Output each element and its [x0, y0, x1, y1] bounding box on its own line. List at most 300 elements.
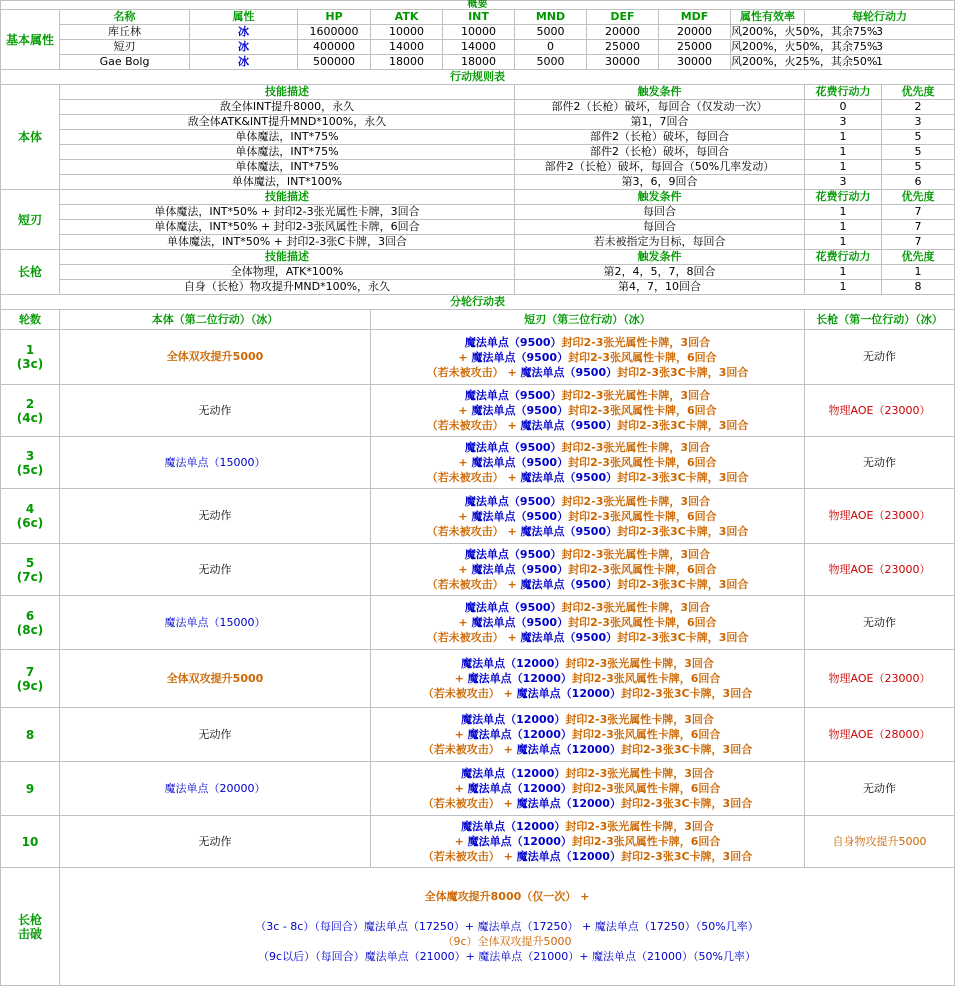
round-cost-text: (9c) [16, 678, 44, 693]
rule-cost: 1 [805, 130, 882, 145]
round-number-text: 8 [25, 727, 35, 742]
dagger-seal-c: 封印2-3张3C卡牌，3回合 [620, 797, 753, 810]
rule-group-label: 长枪 [1, 250, 60, 295]
rule-trigger: 每回合 [515, 220, 805, 235]
basic-cell: 冰 [190, 40, 298, 55]
rule-cost: 1 [805, 280, 882, 295]
dagger-close: ） [554, 713, 566, 726]
dagger-if-not: （若未被攻击） [422, 797, 500, 810]
rules-header: 优先度 [882, 85, 955, 100]
basic-cell: 30000 [587, 55, 659, 70]
dagger-action [371, 650, 805, 708]
table-row [1, 868, 955, 986]
table-row [1, 708, 955, 762]
dagger-dmg: 9500 [519, 601, 551, 614]
dagger-magic: 魔法单点（ [516, 797, 572, 810]
dagger-seal-wind: 封印2-3张风属性卡牌，6回合 [571, 782, 721, 795]
rules-header: 技能描述 [60, 190, 515, 205]
rule-trigger: 部件2（长枪）破坏，每回合 [515, 130, 805, 145]
dagger-seal-c: 封印2-3张3C卡牌，3回合 [617, 524, 749, 538]
basic-cell: 10000 [371, 25, 443, 40]
table-row [1, 235, 955, 250]
dagger-plus: + [507, 471, 517, 484]
table-row [1, 330, 955, 385]
dagger-plus: + [458, 616, 468, 629]
dagger-close: ） [606, 419, 618, 432]
dagger-seal-light: 封印2-3张光属性卡牌，3回合 [561, 335, 711, 349]
table-row [1, 650, 955, 708]
dagger-seal-wind: 封印2-3张风属性卡牌，6回合 [568, 456, 717, 469]
dagger-dmg: 9500 [526, 456, 558, 469]
dagger-plus: + [507, 365, 517, 379]
basic-cell: Gae Bolg [60, 55, 190, 70]
dagger-action [371, 544, 805, 596]
rule-trigger: 每回合 [515, 205, 805, 220]
round-number [1, 330, 60, 385]
table-row [1, 25, 955, 40]
rules-header: 花费行动力 [805, 190, 882, 205]
table-row [1, 437, 955, 489]
dagger-action [371, 489, 805, 544]
round-number [1, 489, 60, 544]
round-number-text: 4 [25, 502, 35, 516]
dagger-close: ） [550, 335, 562, 349]
dagger-magic: 魔法单点（ [520, 578, 576, 591]
dagger-plus: + [458, 350, 468, 364]
dagger-close: ） [560, 835, 572, 848]
spear-break-label-2: 击破 [17, 926, 42, 941]
dagger-dmg: 9500 [575, 419, 607, 432]
dagger-plus: + [454, 728, 464, 741]
round-cost-text: (6c) [16, 516, 44, 530]
basic-cell: 1 [805, 55, 955, 70]
dagger-magic: 魔法单点（ [471, 350, 527, 364]
dagger-seal-light: 封印2-3张光属性卡牌，3回合 [561, 548, 711, 561]
table-row [1, 10, 955, 25]
rule-skill: 敌全体ATK&INT提升MND*100%，永久 [60, 115, 515, 130]
round-header: 轮数 [1, 310, 60, 330]
dagger-magic: 魔法单点（ [471, 563, 527, 576]
dagger-dmg: 12000 [516, 713, 555, 726]
dagger-plus: + [458, 563, 468, 576]
table-row [1, 280, 955, 295]
dagger-close: ） [550, 548, 562, 561]
basic-header: ATK [371, 10, 443, 25]
dagger-close: ） [560, 782, 572, 795]
rule-cost: 1 [805, 145, 882, 160]
dagger-dmg: 12000 [571, 797, 610, 810]
table-row [1, 55, 955, 70]
table-row [1, 220, 955, 235]
round-number [1, 437, 60, 489]
dagger-if-not: （若未被攻击） [426, 578, 504, 591]
round-number [1, 762, 60, 816]
section-rounds-title: 分轮行动表 [1, 295, 955, 310]
dagger-action [371, 816, 805, 868]
rule-trigger: 部件2（长枪）破坏，每回合（仅发动一次） [515, 100, 805, 115]
rules-header: 技能描述 [60, 250, 515, 265]
dagger-magic: 魔法单点（ [520, 419, 576, 432]
dagger-seal-light: 封印2-3张光属性卡牌，3回合 [565, 657, 714, 670]
rule-priority: 2 [882, 100, 955, 115]
spear-break-label [1, 868, 60, 986]
dagger-magic: 魔法单点（ [461, 713, 517, 726]
table-row [1, 295, 955, 310]
basic-cell: 库丘林 [60, 25, 190, 40]
basic-cell: 5000 [515, 25, 587, 40]
main-action: 全体双攻提升5000 [60, 330, 371, 385]
round-cost-text: (5c) [16, 462, 44, 477]
rule-trigger: 第4，7，10回合 [515, 280, 805, 295]
rule-priority: 3 [882, 115, 955, 130]
rules-header: 花费行动力 [805, 85, 882, 100]
basic-cell: 短刃 [60, 40, 190, 55]
dagger-seal-light: 封印2-3张光属性卡牌，3回合 [565, 820, 714, 833]
dagger-close: ） [606, 631, 618, 644]
rule-priority: 7 [882, 235, 955, 250]
dagger-dmg: 12000 [516, 657, 555, 670]
rule-cost: 1 [805, 265, 882, 280]
dagger-close: ） [606, 471, 618, 484]
dagger-close: ） [557, 404, 569, 417]
main-action: 无动作 [60, 816, 371, 868]
dagger-close: ） [557, 616, 569, 629]
rules-header: 触发条件 [515, 250, 805, 265]
dagger-plus: + [503, 850, 513, 863]
main-action: 魔法单点（15000） [60, 437, 371, 489]
dagger-seal-light: 封印2-3张光属性卡牌，3回合 [565, 713, 714, 726]
dagger-close: ） [560, 672, 572, 685]
dagger-magic: 魔法单点（ [464, 548, 520, 561]
round-number-text: 3 [25, 448, 35, 463]
basic-cell: 14000 [443, 40, 515, 55]
basic-header: HP [298, 10, 371, 25]
basic-header: MDF [659, 10, 731, 25]
rules-header: 花费行动力 [805, 250, 882, 265]
section-rules-title: 行动规则表 [1, 70, 955, 85]
basic-cell: 风200%，火25%，其余50% [731, 55, 878, 68]
dagger-seal-wind: 封印2-3张风属性卡牌，6回合 [571, 728, 721, 741]
round-number [1, 650, 60, 708]
rule-skill: 单体魔法，INT*50% + 封印2-3张光属性卡牌，3回合 [60, 205, 515, 220]
rule-trigger: 第2，4，5，7，8回合 [515, 265, 805, 280]
dagger-close: ） [557, 563, 569, 576]
dagger-magic: 魔法单点（ [467, 672, 523, 685]
round-number [1, 816, 60, 868]
spear-action: 无动作 [805, 330, 955, 385]
rule-cost: 0 [805, 100, 882, 115]
spear-action: 无动作 [805, 762, 955, 816]
dagger-seal-light: 封印2-3张光属性卡牌，3回合 [561, 441, 711, 454]
round-cost-text: (8c) [16, 622, 44, 637]
dagger-close: ） [609, 850, 621, 863]
dagger-magic: 魔法单点（ [471, 616, 527, 629]
rule-cost: 1 [805, 220, 882, 235]
dagger-close: ） [554, 820, 566, 833]
round-number [1, 708, 60, 762]
dagger-dmg: 12000 [522, 782, 561, 795]
dagger-close: ） [557, 350, 569, 364]
dagger-dmg: 9500 [526, 563, 558, 576]
dagger-action [371, 762, 805, 816]
round-header: 长枪（第一位行动）（冰） [805, 310, 955, 330]
rules-header: 触发条件 [515, 190, 805, 205]
dagger-dmg: 9500 [575, 365, 607, 379]
rule-trigger: 若未被指定为目标，每回合 [515, 235, 805, 250]
spear-action: 物理AOE（23000） [805, 385, 955, 437]
rule-skill: 单体魔法，INT*75% [60, 160, 515, 175]
rule-skill: 单体魔法，INT*100% [60, 175, 515, 190]
main-action: 无动作 [60, 489, 371, 544]
dagger-dmg: 12000 [571, 850, 610, 863]
dagger-dmg: 9500 [519, 389, 551, 402]
dagger-close: ） [550, 389, 562, 402]
rules-header: 触发条件 [515, 85, 805, 100]
dagger-dmg: 12000 [571, 687, 610, 700]
dagger-seal-c: 封印2-3张3C卡牌，3回合 [620, 687, 753, 700]
break-line-1: 全体魔攻提升8000（仅一次） + [424, 890, 590, 903]
dagger-if-not: （若未被攻击） [426, 631, 504, 644]
dagger-seal-light: 封印2-3张光属性卡牌，3回合 [561, 389, 711, 402]
basic-cell: 25000 [659, 40, 731, 55]
dagger-close: ） [606, 578, 618, 591]
rule-trigger: 部件2（长枪）破坏，每回合 [515, 145, 805, 160]
dagger-magic: 魔法单点（ [461, 767, 517, 780]
dagger-close: ） [550, 601, 562, 614]
dagger-plus: + [507, 578, 517, 591]
basic-cell: 0 [515, 40, 587, 55]
rule-trigger: 第3，6，9回合 [515, 175, 805, 190]
dagger-plus: + [507, 419, 517, 432]
basic-header: INT [443, 10, 515, 25]
dagger-magic: 魔法单点（ [464, 389, 520, 402]
dagger-plus: + [503, 687, 513, 700]
round-number-text: 5 [25, 555, 35, 570]
dagger-magic: 魔法单点（ [464, 441, 520, 454]
section-overview-title: 概要 [1, 1, 955, 10]
dagger-seal-wind: 封印2-3张风属性卡牌，6回合 [568, 509, 717, 523]
rule-priority: 5 [882, 160, 955, 175]
basic-cell: 风200%，火50%，其余75% [731, 40, 878, 53]
basic-cell: 3 [805, 25, 955, 40]
dagger-close: ） [609, 797, 621, 810]
dagger-dmg: 9500 [575, 631, 607, 644]
dagger-plus: + [507, 524, 517, 538]
dagger-seal-c: 封印2-3张3C卡牌，3回合 [617, 419, 749, 432]
dagger-magic: 魔法单点（ [464, 494, 520, 508]
dagger-plus: + [458, 456, 468, 469]
main-action: 全体双攻提升5000 [60, 650, 371, 708]
spear-action: 自身物攻提升5000 [805, 816, 955, 868]
dagger-action [371, 708, 805, 762]
dagger-plus: + [454, 672, 464, 685]
rule-skill: 单体魔法，INT*50% + 封印2-3张风属性卡牌，6回合 [60, 220, 515, 235]
round-number [1, 596, 60, 650]
dagger-dmg: 9500 [526, 350, 558, 364]
spear-action: 物理AOE（23000） [805, 650, 955, 708]
dagger-magic: 魔法单点（ [471, 404, 527, 417]
dagger-dmg: 12000 [522, 835, 561, 848]
dagger-magic: 魔法单点（ [516, 743, 572, 756]
dagger-magic: 魔法单点（ [520, 524, 576, 538]
rule-cost: 1 [805, 205, 882, 220]
dagger-close: ） [560, 728, 572, 741]
dagger-magic: 魔法单点（ [464, 335, 520, 349]
dagger-action [371, 437, 805, 489]
round-header: 本体（第二位行动）（冰） [60, 310, 371, 330]
rule-skill: 自身（长枪）物攻提升MND*100%，永久 [60, 280, 515, 295]
rule-skill: 单体魔法，INT*75% [60, 130, 515, 145]
round-cost-text: (4c) [16, 410, 44, 425]
round-number-text: 7 [25, 664, 35, 679]
table-row [1, 385, 955, 437]
dagger-close: ） [609, 743, 621, 756]
dagger-dmg: 9500 [575, 578, 607, 591]
dagger-close: ） [606, 365, 618, 379]
rule-priority: 5 [882, 145, 955, 160]
dagger-action [371, 385, 805, 437]
table-row [1, 130, 955, 145]
dagger-dmg: 12000 [522, 672, 561, 685]
dagger-close: ） [550, 441, 562, 454]
basic-header: DEF [587, 10, 659, 25]
rules-header: 优先度 [882, 250, 955, 265]
round-header: 短刃（第三位行动）（冰） [371, 310, 805, 330]
basic-cell: 18000 [371, 55, 443, 70]
dagger-seal-c: 封印2-3张3C卡牌，3回合 [620, 743, 753, 756]
round-number-text: 1 [25, 343, 35, 357]
dagger-magic: 魔法单点（ [461, 820, 517, 833]
dagger-close: ） [550, 494, 562, 508]
basic-cell: 10000 [443, 25, 515, 40]
basic-cell: 5000 [515, 55, 587, 70]
dagger-seal-c: 封印2-3张3C卡牌，3回合 [620, 850, 753, 863]
rule-skill: 全体物理，ATK*100% [60, 265, 515, 280]
dagger-dmg: 9500 [519, 335, 551, 349]
basic-cell: 18000 [443, 55, 515, 70]
dagger-dmg: 12000 [516, 820, 555, 833]
dagger-plus: + [503, 743, 513, 756]
basic-label: 基本属性 [1, 10, 60, 70]
basic-cell: 400000 [298, 40, 371, 55]
dagger-seal-wind: 封印2-3张风属性卡牌，6回合 [568, 350, 717, 364]
dagger-dmg: 12000 [516, 767, 555, 780]
rule-cost: 1 [805, 160, 882, 175]
dagger-seal-light: 封印2-3张光属性卡牌，3回合 [561, 601, 711, 614]
basic-cell: 25000 [587, 40, 659, 55]
basic-cell: 14000 [371, 40, 443, 55]
dagger-dmg: 9500 [519, 548, 551, 561]
dagger-close: ） [554, 767, 566, 780]
dagger-dmg: 9500 [575, 524, 607, 538]
dagger-magic: 魔法单点（ [461, 657, 517, 670]
table-row [1, 762, 955, 816]
break-line-4: （9c以后）（每回合）魔法单点（21000）+ 魔法单点（21000）+ 魔法单点（21000）（50%几率） [258, 950, 756, 963]
table-row [1, 160, 955, 175]
rule-cost: 3 [805, 115, 882, 130]
spear-break-label-1: 长枪 [17, 912, 42, 927]
dagger-dmg: 12000 [571, 743, 610, 756]
dagger-seal-c: 封印2-3张3C卡牌，3回合 [617, 365, 749, 379]
table-row [1, 816, 955, 868]
basic-cell: 500000 [298, 55, 371, 70]
dagger-seal-wind: 封印2-3张风属性卡牌，6回合 [568, 404, 717, 417]
dagger-close: ） [557, 509, 569, 523]
dagger-dmg: 9500 [526, 509, 558, 523]
dagger-if-not: （若未被攻击） [426, 471, 504, 484]
dagger-seal-c: 封印2-3张3C卡牌，3回合 [617, 578, 749, 591]
table-row [1, 100, 955, 115]
rule-priority: 6 [882, 175, 955, 190]
dagger-seal-wind: 封印2-3张风属性卡牌，6回合 [571, 672, 721, 685]
dagger-if-not: （若未被攻击） [422, 687, 500, 700]
dagger-action [371, 596, 805, 650]
dagger-plus: + [507, 631, 517, 644]
basic-cell: 风200%，火50%，其余75% [731, 25, 878, 38]
dagger-magic: 魔法单点（ [516, 850, 572, 863]
round-number [1, 385, 60, 437]
table-row [1, 190, 955, 205]
main-action: 魔法单点（15000） [60, 596, 371, 650]
basic-header: 属性 [190, 10, 298, 25]
rule-skill: 敌全体INT提升8000，永久 [60, 100, 515, 115]
basic-cell: 20000 [587, 25, 659, 40]
dagger-seal-wind: 封印2-3张风属性卡牌，6回合 [571, 835, 721, 848]
rule-trigger: 第1，7回合 [515, 115, 805, 130]
round-cost-text: (3c) [16, 357, 44, 371]
table-row [1, 85, 955, 100]
rule-priority: 7 [882, 220, 955, 235]
dagger-plus: + [458, 404, 468, 417]
spear-action: 物理AOE（28000） [805, 708, 955, 762]
dagger-magic: 魔法单点（ [516, 687, 572, 700]
rule-priority: 8 [882, 280, 955, 295]
dagger-plus: + [503, 797, 513, 810]
dagger-dmg: 9500 [575, 471, 607, 484]
rules-header: 优先度 [882, 190, 955, 205]
round-number-text: 2 [25, 396, 35, 411]
table-row [1, 310, 955, 330]
basic-cell: 30000 [659, 55, 731, 70]
dagger-magic: 魔法单点（ [471, 509, 527, 523]
basic-cell: 20000 [659, 25, 731, 40]
table-row [1, 175, 955, 190]
round-number-text: 6 [25, 608, 35, 623]
dagger-dmg: 9500 [519, 494, 551, 508]
round-number [1, 544, 60, 596]
dagger-close: ） [606, 524, 618, 538]
rule-priority: 5 [882, 130, 955, 145]
rule-group-label: 本体 [1, 85, 60, 190]
dagger-magic: 魔法单点（ [520, 471, 576, 484]
round-cost-text: (7c) [16, 569, 44, 584]
table-row [1, 489, 955, 544]
dagger-plus: + [458, 509, 468, 523]
dagger-close: ） [609, 687, 621, 700]
dagger-magic: 魔法单点（ [467, 782, 523, 795]
dagger-if-not: （若未被攻击） [422, 743, 500, 756]
dagger-seal-c: 封印2-3张3C卡牌，3回合 [617, 471, 749, 484]
dagger-dmg: 12000 [522, 728, 561, 741]
dagger-magic: 魔法单点（ [471, 456, 527, 469]
dagger-magic: 魔法单点（ [520, 631, 576, 644]
dagger-seal-light: 封印2-3张光属性卡牌，3回合 [565, 767, 714, 780]
dagger-plus: + [454, 782, 464, 795]
dagger-if-not: （若未被攻击） [426, 419, 504, 432]
table-row [1, 544, 955, 596]
main-action: 无动作 [60, 544, 371, 596]
round-number-text: 10 [21, 834, 39, 849]
